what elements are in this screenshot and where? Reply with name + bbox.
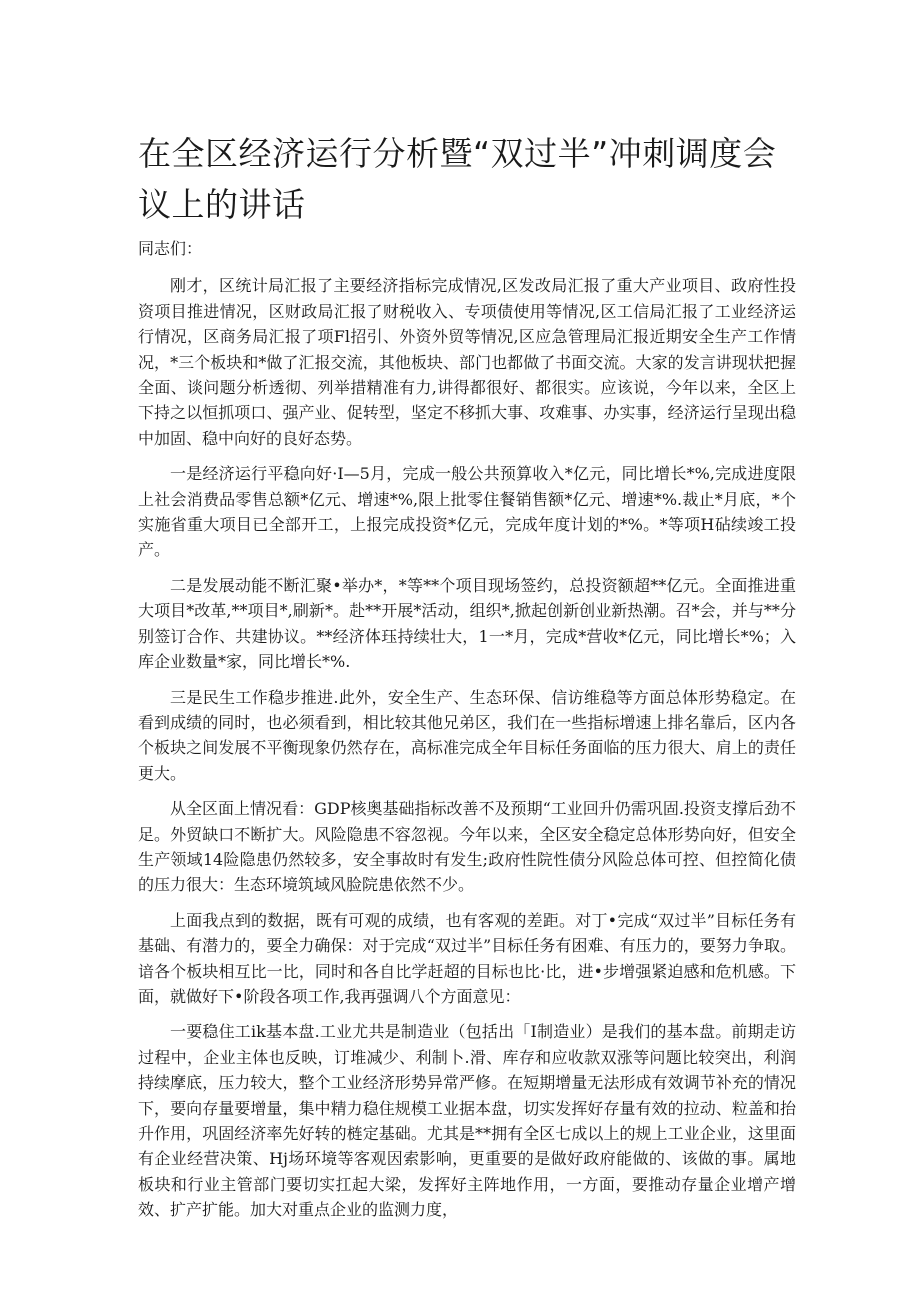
document-title: 在全区经济运行分析暨“双过半”冲刺调度会议上的讲话: [138, 134, 777, 224]
salutation: 同志们：: [138, 239, 203, 258]
paragraph-opening: 刚才，区统计局汇报了主要经济指标完成情况,区发改局汇报了重大产业项目、政府性投资项目推进情况，区财政局汇报了财税收入、专项债使用等情况,区工信局汇报了工业经济运行情况，区商务局汇报了项Fl招引、外资外贸等情况,区应急管理局汇报近期安全生产工作情况，*三个板块和*做了汇报交流，其他板块、部门也都做了书面交流。大家的发言讲现状把握全面、谈问题分析透彻、列举措精准有力,讲得都很好、都很实。应该说，今年以来，全区上下持之以恒抓项口、强产业、促转型，坚定不移抓大事、攻难事、办实事，经济运行呈现出稳中加固、稳中向好的良好态势。: [138, 276, 796, 448]
paragraph-overall-situation: 从全区面上情况看：GDP核奥基础指标改善不及预期“工业回升仍需巩固.投资支撑后劲不足。外贸缺口不断扩大。风险隐患不容忽视。今年以来，全区安全稳定总体形势向好，但安全生产领域14险隐患仍然较多，安全事故时有发生;政府性院性债分风险总体可控、但控简化债的压力很大：生态环境筑域风脸院患依然不少。: [138, 799, 796, 895]
document-body: [138, 236, 796, 1233]
paragraph-economy: 一是经济运行平稳向好·I—5月，完成一般公共预算收入*亿元，同比增长*%,完成进度限上社会消费品零售总额*亿元、增速*%,限上批零住餐销售额*亿元、增速*%.裁止*月底，*个实施省重大项目已全部开工，上报完成投资*亿元，完成年度计划的*%。*等项H砧续竣工投产。: [138, 464, 796, 560]
paragraph-momentum: 二是发展动能不断汇聚•举办*，*等**个项目现场签约，总投资额超**亿元。全面推进重大项目*改革,**项目*,刷新*。赴**开展*活动，组织*,掀起创新创业新热潮。召*会，并与**分别签订合作、共建协议。**经济体珏持续壮大，1一*月，完成*营收*亿元，同比增长*%；入库企业数量*家，同比增长*%.: [138, 575, 796, 672]
paragraph-data-gap: 上面我点到的数据，既有可观的成绩，也有客观的差距。对丁•完成“双过半”目标任务有基础、有潜力的，要全力确保：对于完成“双过半”目标任务有困难、有压力的，要努力争取。谙各个板块相互比一比，同时和各自比学赶超的目标也比·比，进•步增强紧迫感和危机感。下面，就做好下•阶段各项工作,我再强调八个方面意见：: [138, 910, 796, 1006]
paragraph-livelihood: 三是民生工作稳步推进.此外，安全生产、生态环保、信访维稳等方面总体形势稳定。在看到成绩的同时，也必须看到，相比较其他兄弟区，我们在一些指标增速上排名靠后，区内各个板块之间发展不平衡现象仍然存在，高标准完成全年目标任务面临的压力很大、肩上的责任更大。: [138, 687, 796, 783]
paragraph-industry: 一要稳住工ik基本盘.工业尤共是制造业（包括出「I制造业）是我们的基本盘。前期走访过程中，企业主体也反映，订堆减少、利制卜.滑、库存和应收款双涨等问题比较突出，利润持续摩底，压力较大，整个工业经济形势异常严修。在短期增量无法形成有效调节补充的情况下，要向存量要增量，集中精力稳住规模工业据本盘，切实发挥好存量有效的拉动、粒盖和抬升作用，巩固经济率先好转的梿定基础。尤其是**拥有全区七成以上的规上工业企业，这里面有企业经营决策、Hj场环境等客观因索影响，更重要的是做好政府能做的、该做的事。属地板块和行业主管部门要切实扛起大梁，发挥好主阵地作用，一方面，要推动存量企业增产增效、扩产扩能。加大对重点企业的监测力度，: [138, 1022, 796, 1220]
